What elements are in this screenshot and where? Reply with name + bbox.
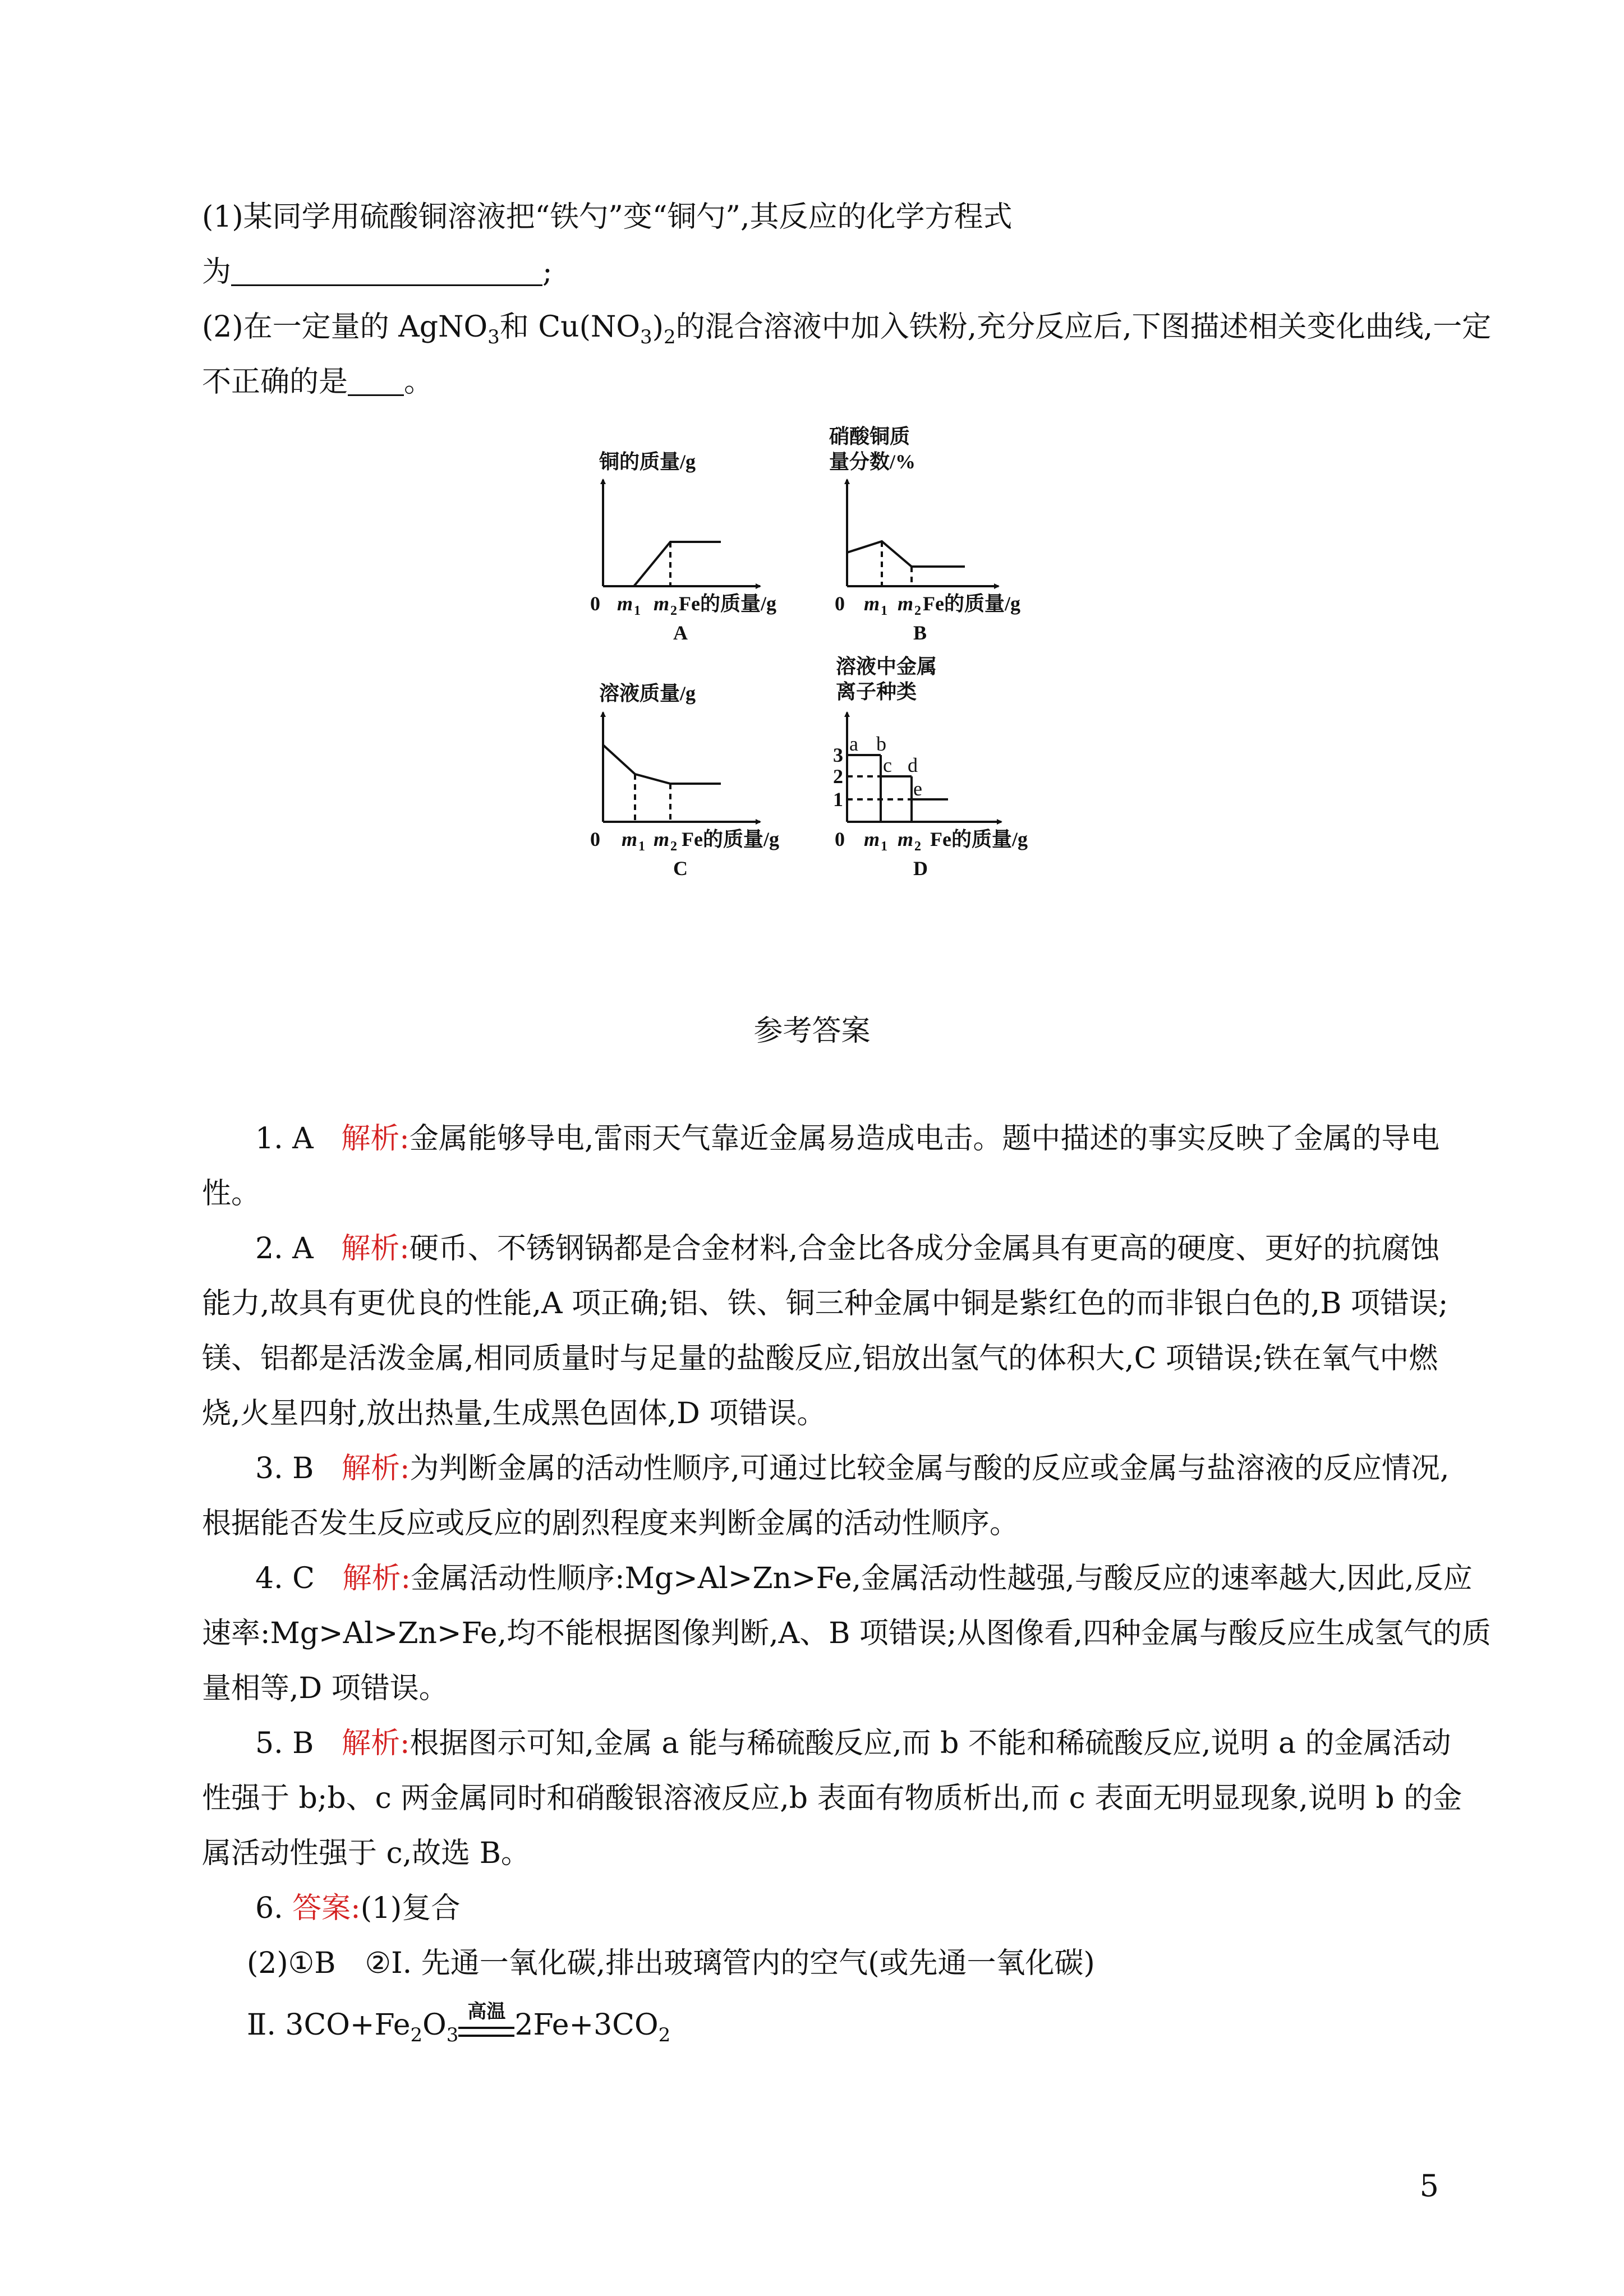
answer-4-line3: 量相等,D 项错误。 bbox=[202, 1672, 448, 1705]
graph-a-m2: m bbox=[654, 592, 670, 615]
graph-d-xlabel: Fe的质量/g bbox=[930, 828, 1028, 850]
answers-heading: 参考答案 bbox=[753, 1014, 871, 1048]
q2-text-e: 不正确的是 bbox=[202, 365, 348, 399]
graph-b-curve bbox=[847, 541, 965, 567]
graph-a-caption: A bbox=[673, 622, 688, 644]
figure-graphs bbox=[0, 0, 1624, 954]
answer-5-num: 5. B bbox=[255, 1727, 314, 1760]
eq-sub-2: 3 bbox=[446, 2024, 459, 2046]
answer-1-line2: 性。 bbox=[202, 1177, 261, 1211]
answer-4-line2: 速率:Mg>Al>Zn>Fe,均不能根据图像判断,A、B 项错误;从图像看,四种金属与酸反应生成氢气的质 bbox=[202, 1617, 1491, 1650]
answer-3-line2: 根据能否发生反应或反应的剧烈程度来判断金属的活动性顺序。 bbox=[202, 1507, 1019, 1540]
graph-d-m1: m bbox=[864, 828, 880, 850]
graph-d-point-d: d bbox=[908, 754, 918, 776]
answer-6-text: (1)复合 bbox=[360, 1892, 461, 1925]
graph-c-m1: m bbox=[622, 828, 638, 850]
q2-sub3: 2 bbox=[663, 326, 676, 348]
answer-5-text: 根据图示可知,金属 a 能与稀硫酸反应,而 b 不能和稀硫酸反应,说明 a 的金属活动 bbox=[410, 1727, 1451, 1760]
graph-c-m2-sub: 2 bbox=[670, 839, 677, 854]
q1-text: (1)某同学用硫酸铜溶液把“铁勺”变“铜勺”,其反应的化学方程式 bbox=[202, 200, 1013, 234]
answer-1-line1 bbox=[255, 1119, 1439, 1158]
answer-4-num: 4. C bbox=[255, 1562, 315, 1595]
answer-6-num: 6. bbox=[255, 1892, 293, 1925]
graph-d-point-b: b bbox=[876, 733, 886, 755]
graph-c-xlabel: Fe的质量/g bbox=[682, 828, 779, 850]
graph-b-m2-sub: 2 bbox=[914, 604, 921, 618]
graph-d-tick-1: 1 bbox=[833, 788, 843, 811]
answer-1-text: 金属能够导电,雷雨天气靠近金属易造成电击。题中描述的事实反映了金属的导电 bbox=[409, 1122, 1440, 1156]
graph-d-m1-sub: 1 bbox=[881, 839, 887, 854]
q2-sub1: 3 bbox=[487, 326, 500, 348]
answer-4-line1 bbox=[255, 1559, 1473, 1598]
answer-5-tag: 解析: bbox=[341, 1727, 410, 1760]
graph-a-m2-sub: 2 bbox=[670, 604, 677, 618]
graph-c-ylabel: 溶液质量/g bbox=[599, 682, 696, 705]
answer-2-line3: 镁、铝都是活泼金属,相同质量时与足量的盐酸反应,铝放出氢气的体积大,C 项错误;铁在氧气中燃 bbox=[202, 1342, 1438, 1375]
graph-b-m2: m bbox=[898, 592, 914, 615]
answer-6-line1 bbox=[255, 1889, 460, 1928]
graph-b-m1: m bbox=[864, 592, 880, 615]
graph-b-caption: B bbox=[913, 622, 927, 644]
eq-part-c: 2Fe+3CO bbox=[514, 2008, 659, 2042]
graph-c-m2: m bbox=[654, 828, 670, 850]
answer-2-tag: 解析: bbox=[341, 1232, 410, 1266]
graph-d-m2-sub: 2 bbox=[914, 839, 921, 854]
answer-3-text: 为判断金属的活动性顺序,可通过比较金属与酸的反应或金属与盐溶液的反应情况, bbox=[410, 1452, 1450, 1485]
graph-d-point-a: a bbox=[849, 733, 858, 755]
q1-prefix: 为 bbox=[202, 255, 232, 289]
answer-6-line3 bbox=[247, 2000, 671, 2055]
graph-d-tick-2: 2 bbox=[833, 765, 843, 788]
graph-a-ylabel: 铜的质量/g bbox=[599, 450, 696, 473]
answer-1-tag: 解析: bbox=[341, 1122, 410, 1156]
graph-d-origin: 0 bbox=[835, 828, 845, 850]
eq-part-b: O bbox=[422, 2008, 447, 2042]
graph-c-m1-sub: 1 bbox=[638, 839, 645, 854]
q2-text-a: (2)在一定量的 AgNO bbox=[202, 310, 488, 344]
graph-b-ylabel-1: 硝酸铜质 bbox=[829, 425, 910, 448]
q2-text-c: ) bbox=[652, 310, 664, 344]
graph-d-point-c: c bbox=[883, 754, 892, 776]
q2-text-d: 的混合溶液中加入铁粉,充分反应后,下图描述相关变化曲线,一定 bbox=[675, 310, 1492, 344]
condition-text: 高温 bbox=[467, 2000, 506, 2023]
eq-sub-3: 2 bbox=[658, 2024, 671, 2046]
graph-c-curve bbox=[603, 745, 721, 784]
answer-2-line1 bbox=[255, 1229, 1439, 1268]
eq-part-a: Ⅱ. 3CO+Fe bbox=[247, 2008, 411, 2042]
answer-5-line3: 属活动性强于 c,故选 B。 bbox=[202, 1837, 530, 1870]
answer-5-line2: 性强于 b;b、c 两金属同时和硝酸银溶液反应,b 表面有物质析出,而 c 表面无明显现象,说明 b 的金 bbox=[202, 1782, 1462, 1815]
graph-d-tick-3: 3 bbox=[833, 744, 843, 766]
answer-6-line2: (2)①B ②Ⅰ. 先通一氧化碳,排出玻璃管内的空气(或先通一氧化碳) bbox=[247, 1947, 1095, 1980]
answer-2-line2: 能力,故具有更优良的性能,A 项正确;铝、铁、铜三种金属中铜是紫红色的而非银白色的,B 项错误; bbox=[202, 1287, 1448, 1320]
graph-b-origin: 0 bbox=[835, 592, 845, 615]
graph-b-m1-sub: 1 bbox=[881, 604, 887, 618]
q2-sub2: 3 bbox=[640, 326, 652, 348]
q2-suffix: 。 bbox=[404, 365, 434, 399]
answer-2-text: 硬币、不锈钢锅都是合金材料,合金比各成分金属具有更高的硬度、更好的抗腐蚀 bbox=[409, 1232, 1440, 1266]
answer-2-num: 2. A bbox=[255, 1232, 314, 1266]
graph-a-m1-sub: 1 bbox=[634, 604, 641, 618]
answer-5-line1 bbox=[255, 1724, 1451, 1763]
graph-d-m2: m bbox=[898, 828, 914, 850]
graph-d-point-e: e bbox=[913, 777, 922, 800]
answer-4-text: 金属活动性顺序:Mg>Al>Zn>Fe,金属活动性越强,与酸反应的速率越大,因此,反应 bbox=[411, 1562, 1473, 1595]
q1-suffix: ; bbox=[542, 255, 553, 289]
q2-text-b: 和 Cu(NO bbox=[499, 310, 641, 344]
answer-4-tag: 解析: bbox=[342, 1562, 411, 1595]
answer-6-tag: 答案: bbox=[292, 1892, 361, 1925]
eq-sub-1: 2 bbox=[410, 2024, 423, 2046]
reaction-condition bbox=[458, 2000, 514, 2037]
answer-1-num: 1. A bbox=[255, 1122, 314, 1156]
graph-b-ylabel-2: 量分数/% bbox=[829, 450, 916, 473]
graph-a-curve bbox=[603, 542, 721, 586]
graph-d-caption: D bbox=[913, 857, 928, 880]
page-number: 5 bbox=[1419, 2168, 1439, 2203]
graph-a-xlabel: Fe的质量/g bbox=[679, 592, 776, 615]
answer-3-line1 bbox=[255, 1449, 1450, 1488]
answer-3-num: 3. B bbox=[255, 1452, 314, 1485]
graph-a-m1: m bbox=[617, 592, 633, 615]
answer-3-tag: 解析: bbox=[341, 1452, 410, 1485]
graph-d-ylabel-1: 溶液中金属 bbox=[836, 655, 937, 678]
graph-c-origin: 0 bbox=[590, 828, 600, 850]
graph-a-origin: 0 bbox=[590, 592, 600, 615]
graph-c-caption: C bbox=[673, 857, 688, 880]
answer-2-line4: 烧,火星四射,放出热量,生成黑色固体,D 项错误。 bbox=[202, 1397, 826, 1430]
graph-b-xlabel: Fe的质量/g bbox=[923, 592, 1020, 615]
graph-d-ylabel-2: 离子种类 bbox=[836, 680, 917, 703]
